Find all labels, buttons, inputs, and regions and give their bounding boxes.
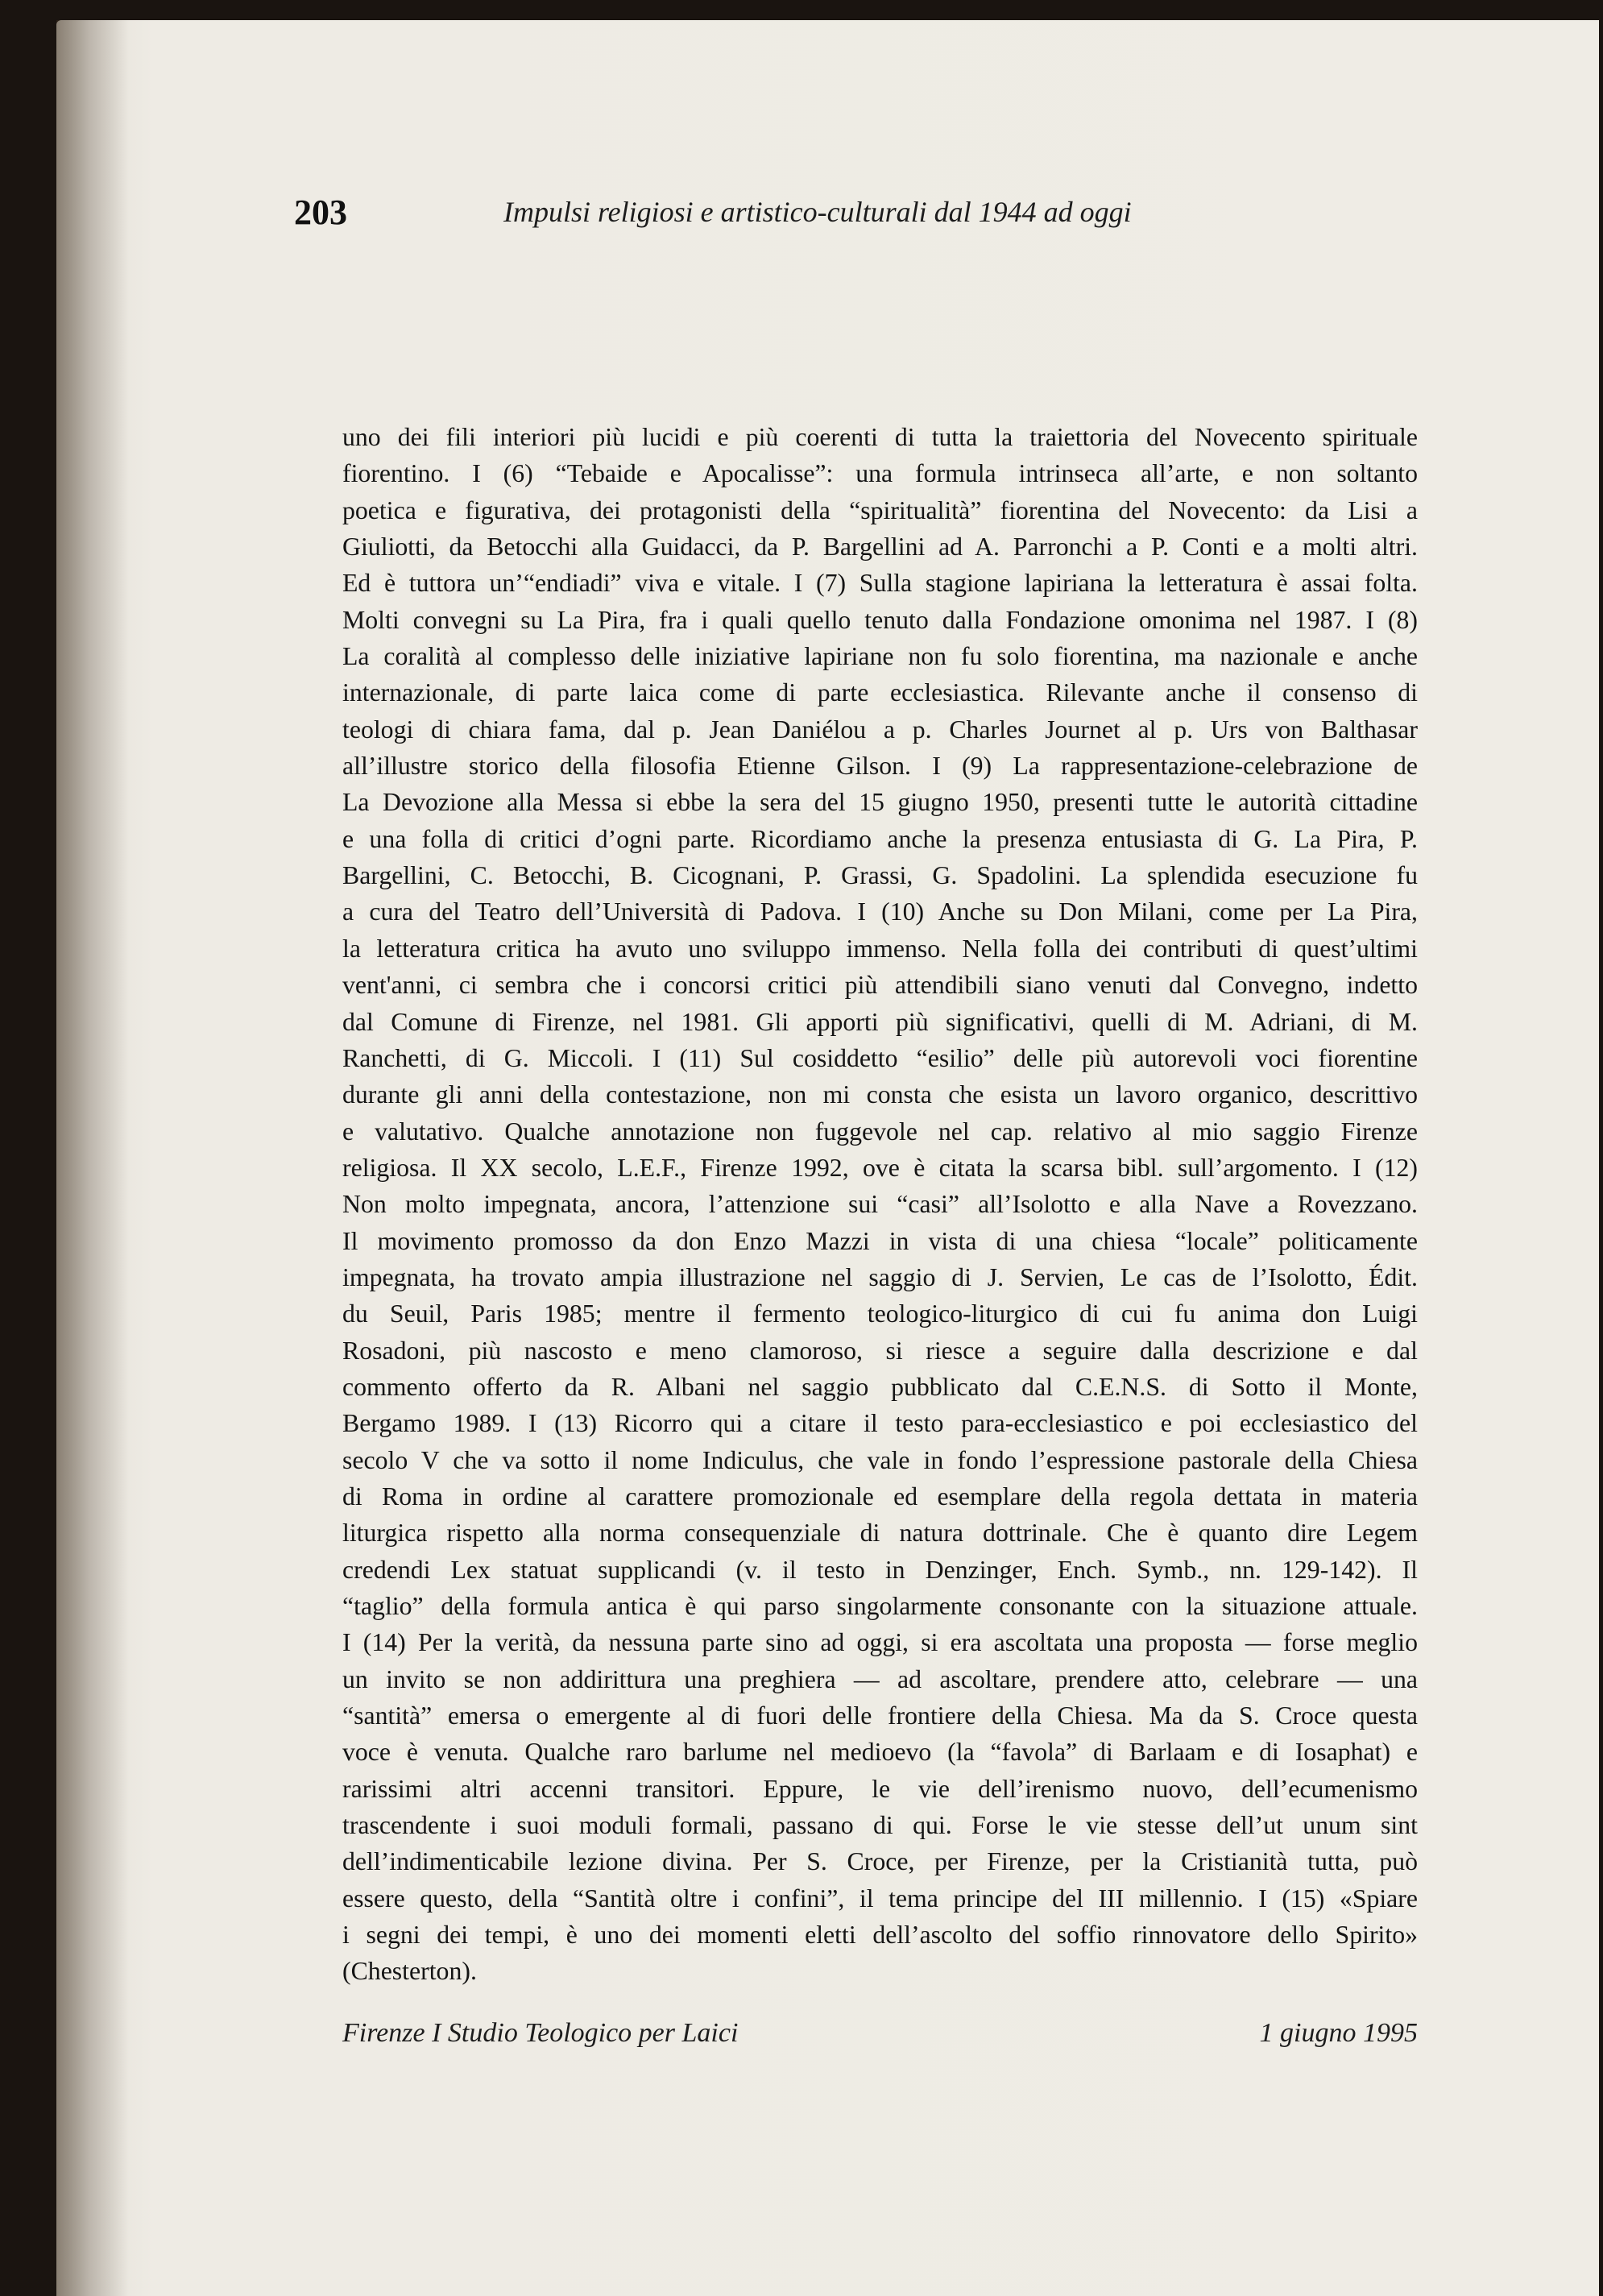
body-line: Rosadoni, più nascosto e meno clamoroso, si riesce a seguire dalla descrizione e dal [342,1336,1418,1365]
body-line: vent'anni, ci sembra che i concorsi critici più attendibili siano venuti dal Convegno, indetto [342,971,1418,1000]
body-line: Ranchetti, di G. Miccoli. I (11) Sul cosiddetto “esilio” delle più autorevoli voci fiorentine [342,1043,1418,1072]
body-line: uno dei fili interiori più lucidi e più coerenti di tutta la traiettoria del Novecento spirituale [342,423,1418,451]
running-title: Impulsi religiosi e artistico-culturali dal 1944 ad oggi [503,196,1132,228]
body-line: dal Comune di Firenze, nel 1981. Gli apporti più significativi, quelli di M. Adriani, di M. [342,1007,1418,1036]
body-line: voce è venuta. Qualche raro barlume nel medioevo (la “favola” di Barlaam e di Iosaphat) e [342,1738,1418,1767]
body-line: credendi Lex statuat supplicandi (v. il testo in Denzinger, Ench. Symb., nn. 129-142). Il [342,1555,1418,1584]
body-line: Bergamo 1989. I (13) Ricorro qui a citare il testo para-ecclesiastico e poi ecclesiastico del [342,1409,1418,1438]
body-line: rarissimi altri accenni transitori. Eppure, le vie dell’irenismo nuovo, dell’ecumenismo [342,1774,1418,1803]
body-line: La coralità al complesso delle iniziative lapiriane non fu solo fiorentina, ma nazionale e anche [342,642,1418,671]
body-line: la letteratura critica ha avuto uno sviluppo immenso. Nella folla dei contributi di quest’ultimi [342,934,1418,963]
body-line: trascendente i suoi moduli formali, passano di qui. Forse le vie stesse dell’ut unum sint [342,1811,1418,1840]
body-line: essere questo, della “Santità oltre i confini”, il tema principe del III millennio. I (15) «Spiare [342,1884,1418,1913]
page-number: 203 [294,193,347,232]
body-line: religiosa. Il XX secolo, L.E.F., Firenze 1992, ove è citata la scarsa bibl. sull’argomento. I (12) [342,1153,1418,1182]
body-line: commento offerto da R. Albani nel saggio pubblicato dal C.E.N.S. di Sotto il Monte, [342,1372,1418,1401]
body-line: di Roma in ordine al carattere promozionale ed esemplare della regola dettata in materia [342,1482,1418,1511]
body-line: “taglio” della formula antica è qui parso singolarmente consonante con la situazione attuale. [342,1592,1418,1620]
body-line: fiorentino. I (6) “Tebaide e Apocalisse”: una formula intrinseca all’arte, e non soltanto [342,459,1418,488]
body-line: poetica e figurativa, dei protagonisti della “spiritualità” fiorentina del Novecento: da Lisi a [342,495,1418,524]
body-line: all’illustre storico della filosofia Etienne Gilson. I (9) La rappresentazione-celebrazione de [342,752,1418,781]
body-line: La Devozione alla Messa si ebbe la sera del 15 giugno 1950, presenti tutte le autorità cittadine [342,788,1418,817]
body-line: secolo V che va sotto il nome Indiculus, che vale in fondo l’espressione pastorale della Chiesa [342,1445,1418,1474]
body-line: teologi di chiara fama, dal p. Jean Daniélou a p. Charles Journet al p. Urs von Balthasar [342,715,1418,744]
body-line: Bargellini, C. Betocchi, B. Cicognani, P. Grassi, G. Spadolini. La splendida esecuzione fu [342,861,1418,890]
body-line: a cura del Teatro dell’Università di Padova. I (10) Anche su Don Milani, come per La Pira, [342,897,1418,926]
body-line: I (14) Per la verità, da nessuna parte sino ad oggi, si era ascoltata una proposta — forse meglio [342,1628,1418,1657]
spine-shadow [56,20,129,2296]
body-line: i segni dei tempi, è uno dei momenti eletti dell’ascolto del soffio rinnovatore dello Spirito» [342,1921,1418,1950]
body-line: “santità” emersa o emergente al di fuori delle frontiere della Chiesa. Ma da S. Croce questa [342,1701,1418,1730]
notes-body [342,419,1418,1990]
body-line: un invito se non addirittura una preghiera — ad ascoltare, prendere atto, celebrare — una [342,1664,1418,1693]
body-line: Molti convegni su La Pira, fra i quali quello tenuto dalla Fondazione omonima nel 1987. I (8) [342,605,1418,634]
footer-publication: Firenze I Studio Teologico per Laici [342,2018,739,2048]
body-line: Giuliotti, da Betocchi alla Guidacci, da P. Bargellini ad A. Parronchi a P. Conti e a molti altri. [342,533,1418,562]
body-line: e valutativo. Qualche annotazione non fuggevole nel cap. relativo al mio saggio Firenze [342,1117,1418,1146]
body-line: impegnata, ha trovato ampia illustrazione nel saggio di J. Servien, Le cas de l’Isolotto, Édit. [342,1262,1418,1291]
body-line: dell’indimenticabile lezione divina. Per S. Croce, per Firenze, per la Cristianità tutta, può [342,1847,1418,1876]
page-footer [342,2018,1418,2058]
body-line: (Chesterton). [342,1957,477,1986]
body-line: internazionale, di parte laica come di parte ecclesiastica. Rilevante anche il consenso di [342,678,1418,707]
footer-date: 1 giugno 1995 [1259,2018,1418,2048]
body-line: Non molto impegnata, ancora, l’attenzione sui “casi” all’Isolotto e alla Nave a Rovezzano. [342,1190,1418,1219]
page-header [294,192,1245,240]
body-line: du Seuil, Paris 1985; mentre il fermento teologico-liturgico di cui fu anima don Luigi [342,1299,1418,1328]
body-line: liturgica rispetto alla norma consequenziale di natura dottrinale. Che è quanto dire Legem [342,1519,1418,1548]
body-line: Ed è tuttora un’“endiadi” viva e vitale. I (7) Sulla stagione lapiriana la letteratura è assai folta. [342,569,1418,598]
body-line: Il movimento promosso da don Enzo Mazzi in vista di una chiesa “locale” politicamente [342,1226,1418,1255]
body-line: e una folla di critici d’ogni parte. Ricordiamo anche la presenza entusiasta di G. La Pira, P. [342,824,1418,853]
body-line: durante gli anni della contestazione, non mi consta che esista un lavoro organico, descrittivo [342,1080,1418,1109]
